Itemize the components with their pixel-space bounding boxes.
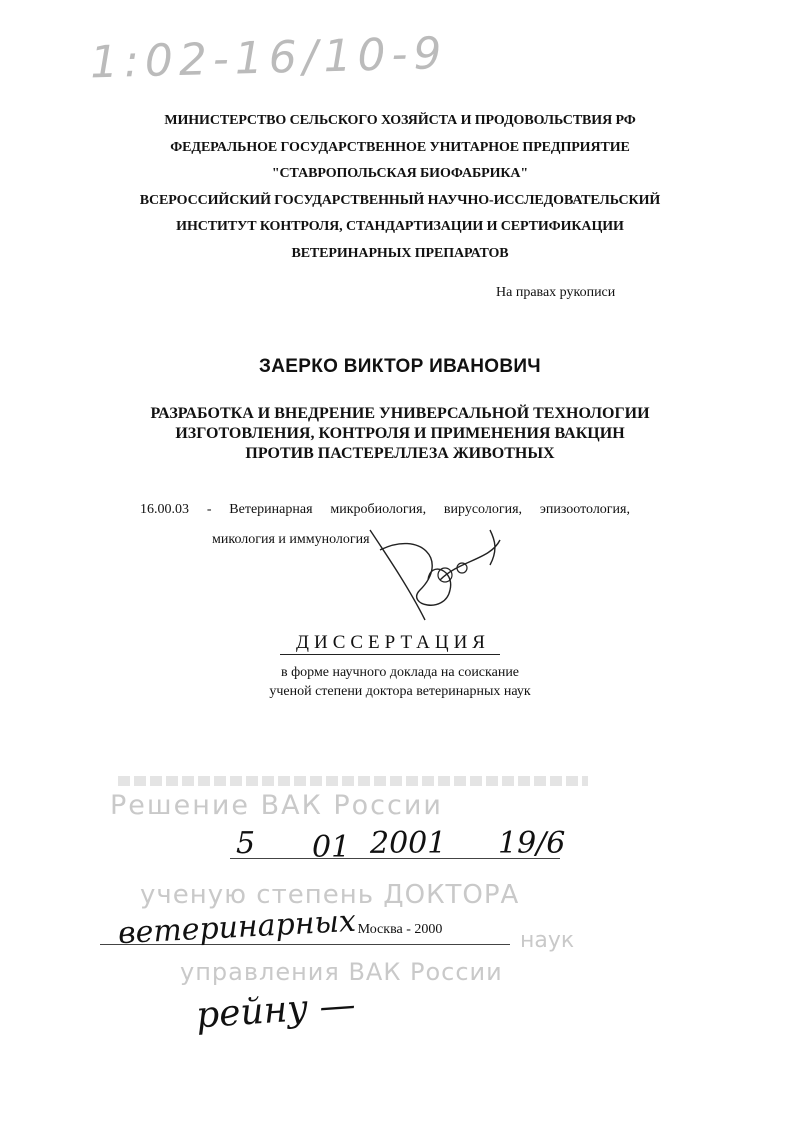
title-line-2: ИЗГОТОВЛЕНИЯ, КОНТРОЛЯ И ПРИМЕНЕНИЯ ВАКЦИН [175,425,625,442]
signature-scribble [350,520,510,630]
city-year: Москва - 2000 [357,922,443,937]
organization-header [100,108,700,267]
org-line-institute-2: ИНСТИТУТ КОНТРОЛЯ, СТАНДАРТИЗАЦИИ И СЕРТИФИКАЦИИ [176,219,624,234]
specialty-line-2: микология и иммунология [212,532,370,547]
dissertation-title [100,404,700,464]
author-name: ЗАЕРКО ВИКТОР ИВАНОВИЧ [259,356,541,377]
dissertation-label: ДИССЕРТАЦИЯ [296,632,490,653]
manuscript-rights: На правах рукописи [496,285,616,300]
stamp-line-authority: управления ВАК России [180,958,503,986]
handwritten-degree: рейну — [194,984,357,1037]
title-line-1: РАЗРАБОТКА И ВНЕДРЕНИЕ УНИВЕРСАЛЬНОЙ ТЕХНОЛОГИИ [150,405,650,422]
org-line-institute-3: ВЕТЕРИНАРНЫХ ПРЕПАРАТОВ [291,245,509,261]
handwritten-archive-number: 1:02-16/10-9 [89,27,449,89]
handwritten-month: 01 [312,830,351,865]
form-line-2: ученой степени доктора ветеринарных наук [269,684,531,699]
specialty-line-1: 16.00.03 - Ветеринарная микробиология, вирусология, эпизоотология, [140,502,630,517]
stamp-line-sciences: наук [520,928,575,953]
org-line-ministry: МИНИСТЕРСТВО СЕЛЬСКОГО ХОЗЯЙСТА И ПРОДОВОЛЬСТВИЯ РФ [164,113,636,128]
org-line-enterprise: ФЕДЕРАЛЬНОЕ ГОСУДАРСТВЕННОЕ УНИТАРНОЕ ПРЕДПРИЯТИЕ [170,139,630,155]
form-line-1: в форме научного доклада на соискание [280,665,520,680]
org-line-biofactory: "СТАВРОПОЛЬСКАЯ БИОФАБРИКА" [271,166,529,181]
org-line-institute: ВСЕРОССИЙСКИЙ ГОСУДАРСТВЕННЫЙ НАУЧНО-ИССЛЕДОВАТЕЛЬСКИЙ [139,192,661,208]
degree-form [200,663,600,701]
stamp-line-decision: Решение ВАК России [110,790,443,821]
dissertation-underline [280,654,500,655]
handwritten-day: 5 [236,826,256,861]
handwritten-year: 2001 [370,826,447,861]
handwritten-field: ветеринарных [117,903,357,952]
stamp-faded-line [118,776,588,786]
handwritten-number: 19/6 [498,826,566,861]
title-line-3: ПРОТИВ ПАСТЕРЕЛЛЕЗА ЖИВОТНЫХ [245,445,555,462]
stamp-line-degree: ученую степень ДОКТОРА [140,880,520,910]
